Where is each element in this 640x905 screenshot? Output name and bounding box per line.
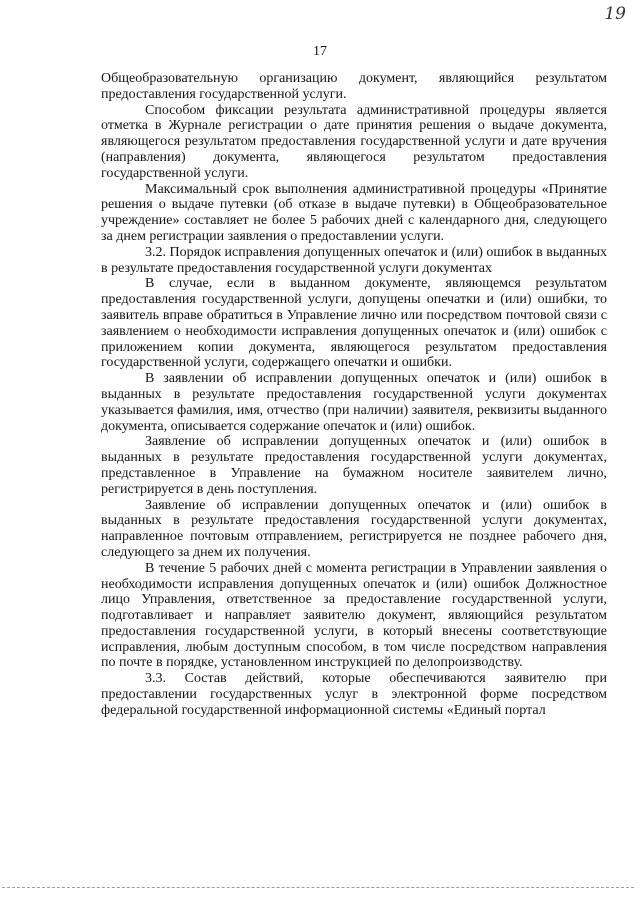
scan-edge-line <box>2 887 634 888</box>
section-heading: 3.2. Порядок исправления допущенных опечаток и (или) ошибок в выданных в результате предоставления государственной услуги документах <box>101 244 607 276</box>
document-body <box>101 71 607 719</box>
paragraph: В течение 5 рабочих дней с момента регистрации в Управлении заявления о необходимости исправления допущенных опечаток и (или) ошибок Должностное лицо Управления, ответственное за предоставление государственной услуги, подготавливает и направляет заявителю документ, являющийся результатом предоставления государственной услуги, в который внесены соответствующие исправления, любым доступным способом, в том числе посредством направления по почте в порядке, установленном инструкцией по делопроизводству. <box>101 560 607 671</box>
paragraph: Максимальный срок выполнения административной процедуры «Принятие решения о выдаче путевки (об отказе в выдаче путевки) в Общеобразовательное учреждение» составляет не более 5 рабочих дней с календарного дня, следующего за днем регистрации заявления о предоставлении услуги. <box>101 181 607 244</box>
paragraph: Общеобразовательную организацию документ, являющийся результатом предоставления государственной услуги. <box>101 71 607 102</box>
paragraph: Заявление об исправлении допущенных опечаток и (или) ошибок в выданных в результате предоставления государственной услуги документах, направленное почтовым отправлением, регистрируется не позднее рабочего дня, следующего за днем их получения. <box>101 497 607 560</box>
paragraph: Способом фиксации результата административной процедуры является отметка в Журнале регистрации о дате принятия решения о выдаче документа, являющегося результатом предоставления государственной услуги и дате вручения (направления) документа, являющегося результатом предоставления государственной услуги. <box>101 102 607 181</box>
paragraph: В заявлении об исправлении допущенных опечаток и (или) ошибок в выданных в результате предоставления государственной услуги документах указывается фамилия, имя, отчество (при наличии) заявителя, реквизиты выданного документа, описывается содержание опечаток и (или) ошибок. <box>101 371 607 434</box>
paragraph: Заявление об исправлении допущенных опечаток и (или) ошибок в выданных в результате предоставления государственной услуги документах, представленное в Управление на бумажном носителе заявителем лично, регистрируется в день поступления. <box>101 434 607 497</box>
paragraph: В случае, если в выданном документе, являющемся результатом предоставления государственной услуги, допущены опечатки и (или) ошибки, то заявитель вправе обратиться в Управление лично или посредством почтовой связи с заявлением о необходимости исправления допущенных опечаток и (или) ошибок с приложением копии документа, являющегося результатом предоставления государственной услуги, содержащего опечатки и ошибки. <box>101 276 607 371</box>
section-heading: 3.3. Состав действий, которые обеспечиваются заявителю при предоставлении государственных услуг в электронной форме посредством федеральной государственной информационной системы «Единый портал <box>101 671 607 718</box>
page-number: 17 <box>313 44 327 59</box>
handwritten-page-number: 19 <box>604 4 626 24</box>
